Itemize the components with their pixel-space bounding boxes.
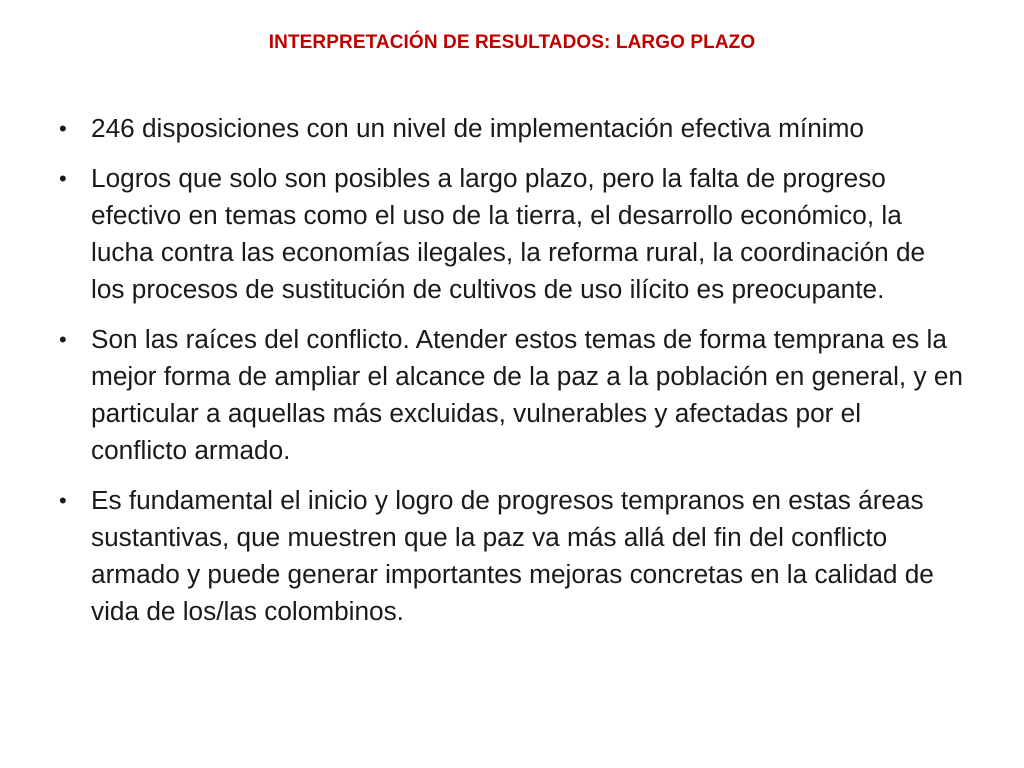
- bullet-text: 246 disposiciones con un nivel de implementación efectiva mínimo: [91, 113, 864, 143]
- bullet-icon: •: [59, 116, 67, 141]
- bullet-text: Es fundamental el inicio y logro de progresos tempranos en estas áreas sustantivas, que muestren que la paz va más allá del fin del conflicto armado y puede generar importantes mejoras concretas en la calidad de vida de los/las colombinos.: [91, 485, 934, 626]
- slide-title: INTERPRETACIÓN DE RESULTADOS: LARGO PLAZO: [268, 32, 756, 53]
- bullet-text: Son las raíces del conflicto. Atender estos temas de forma temprana es la mejor forma de ampliar el alcance de la paz a la población en general, y en particular a aquellas más excluidas, vulnerables y afectadas por el conflicto armado.: [91, 324, 963, 465]
- bullet-list: [59, 110, 964, 643]
- bullet-item-4: [59, 482, 964, 630]
- bullet-item-3: [59, 321, 964, 469]
- bullet-item-1: [59, 110, 964, 147]
- bullet-icon: •: [59, 166, 67, 191]
- bullet-text: Logros que solo son posibles a largo plazo, pero la falta de progreso efectivo en temas como el uso de la tierra, el desarrollo económico, la lucha contra las economías ilegales, la reforma rural, la coordinación de los procesos de sustitución de cultivos de uso ilícito es preocupante.: [91, 163, 926, 304]
- bullet-icon: •: [59, 488, 67, 513]
- bullet-item-2: [59, 160, 964, 308]
- bullet-icon: •: [59, 327, 67, 352]
